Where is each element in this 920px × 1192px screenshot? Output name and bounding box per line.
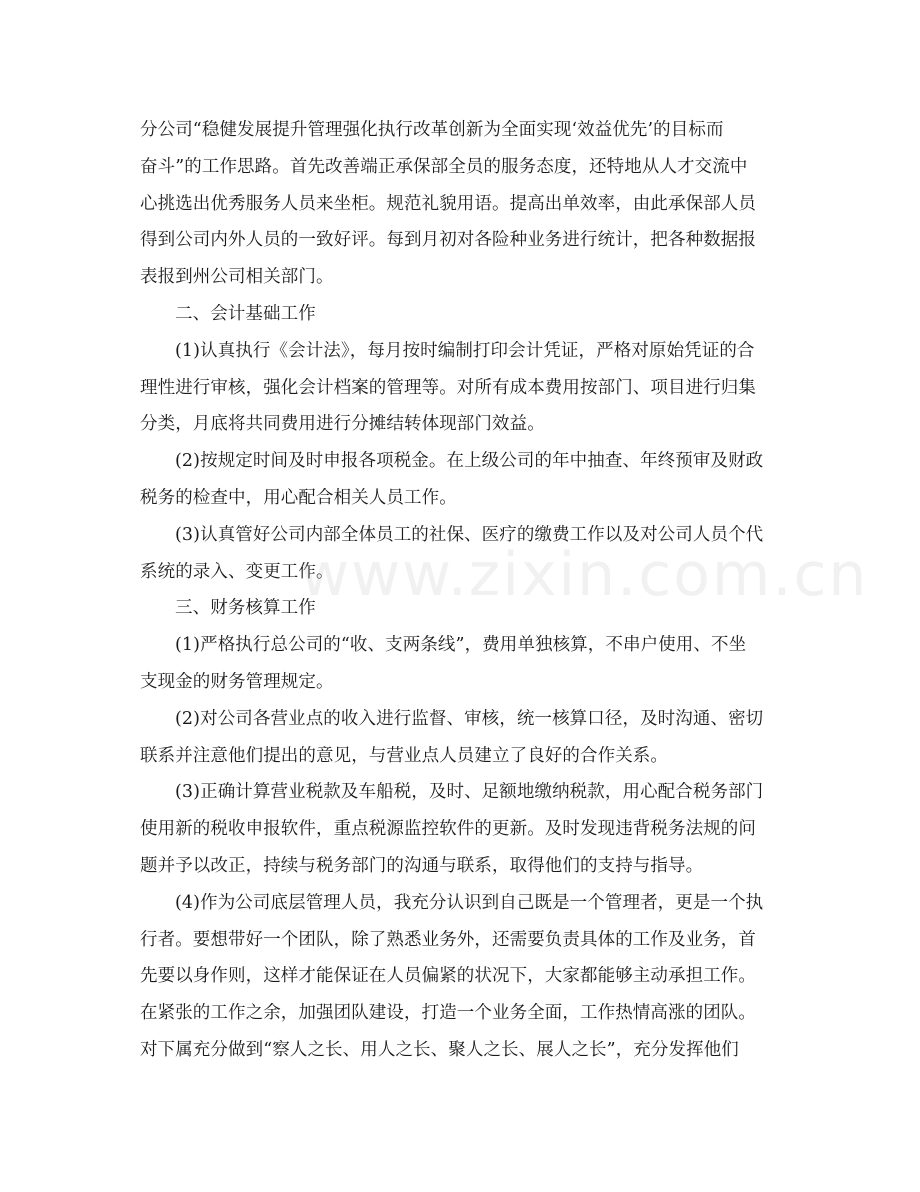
text-line: (1)认真执行《会计法》，每月按时编制打印会计凭证，严格对原始凭证的合 — [175, 340, 755, 361]
text-line: 使用新的税收申报软件，重点税源监控软件的更新。及时发现违背税务法规的问 — [140, 819, 756, 840]
text-line: (3)正确计算营业税款及车船税，及时、足额地缴纳税款，用心配合税务部门 — [175, 782, 764, 803]
text-line: 得到公司内外人员的一致好评。每到月初对各险种业务进行统计，把各种数据报 — [140, 230, 756, 251]
text-line: 题并予以改正，持续与税务部门的沟通与联系，取得他们的支持与指导。 — [140, 855, 704, 876]
text-line: 三、财务核算工作 — [175, 598, 316, 619]
text-line: (4)作为公司底层管理人员，我充分认识到自己既是一个管理者，更是一个执 — [175, 892, 764, 913]
text-line: (1)严格执行总公司的“收、支两条线”，费用单独核算，不串户使用、不坐 — [175, 635, 747, 656]
text-line: 系统的录入、变更工作。 — [140, 561, 334, 582]
text-line: 分类，月底将共同费用进行分摊结转体现部门效益。 — [140, 414, 545, 435]
text-line: (2)按规定时间及时申报各项税金。在上级公司的年中抽查、年终预审及财政 — [175, 451, 764, 472]
text-line: 表报到州公司相关部门。 — [140, 267, 334, 288]
text-line: 支现金的财务管理规定。 — [140, 671, 334, 692]
text-line: 在紧张的工作之余，加强团队建设，打造一个业务全面，工作热情高涨的团队。 — [140, 1003, 756, 1024]
text-line: 税务的检查中，用心配合相关人员工作。 — [140, 487, 457, 508]
watermark: www.zixin.com.cn — [300, 540, 869, 610]
text-line: (2)对公司各营业点的收入进行监督、审核，统一核算口径，及时沟通、密切 — [175, 708, 764, 729]
text-line: 对下属充分做到“察人之长、用人之长、聚人之长、展人之长”，充分发挥他们 — [140, 1039, 739, 1060]
text-line: 奋斗”的工作思路。首先改善端正承保部全员的服务态度，还特地从人才交流中 — [140, 156, 748, 177]
text-line: 联系并注意他们提出的意见，与营业点人员建立了良好的合作关系。 — [140, 745, 668, 766]
document-body — [140, 112, 790, 1069]
text-line: 二、会计基础工作 — [175, 303, 316, 324]
text-line: 先要以身作则，这样才能保证在人员偏紧的状况下，大家都能够主动承担工作。 — [140, 966, 756, 987]
text-line: 行者。要想带好一个团队，除了熟悉业务外，还需要负责具体的工作及业务，首 — [140, 929, 756, 950]
text-line: 理性进行审核，强化会计档案的管理等。对所有成本费用按部门、项目进行归集 — [140, 377, 756, 398]
text-line: (3)认真管好公司内部全体员工的社保、医疗的缴费工作以及对公司人员个代 — [175, 524, 764, 545]
text-line: 分公司“稳健发展提升管理强化执行改革创新为全面实现‘效益优先’的目标而 — [140, 120, 724, 140]
text-line: 心挑选出优秀服务人员来坐柜。规范礼貌用语。提高出单效率，由此承保部人员 — [140, 193, 756, 214]
